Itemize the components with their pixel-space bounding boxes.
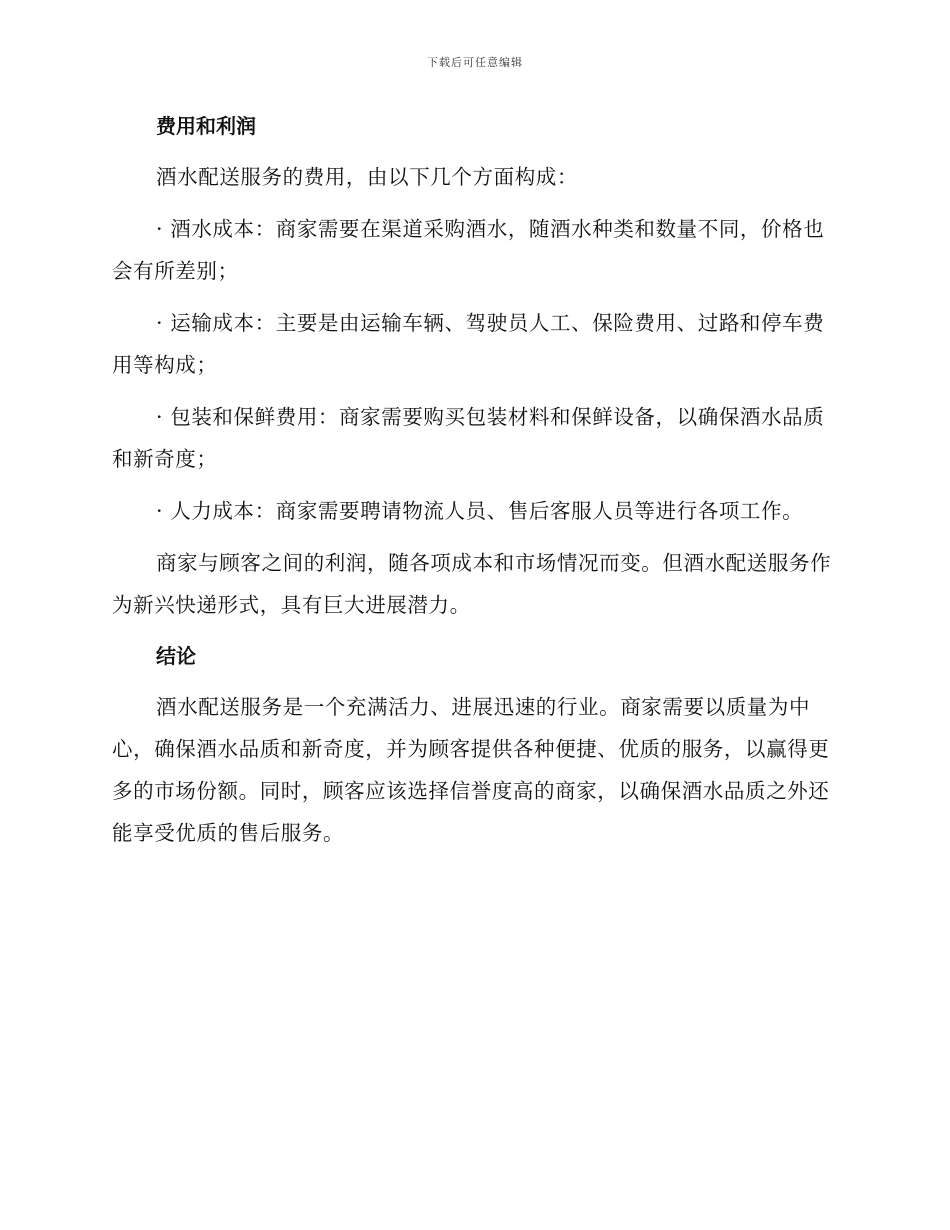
conclusion-body: 酒水配送服务是一个充满活力、进展迅速的行业。商家需要以质量为中心，确保酒水品质和新奇度，并为顾客提供各种便捷、优质的服务，以赢得更多的市场份额。同时，顾客应该选择信誉度高的商家，以确保酒水品质之外还能享受优质的售后服务。 — [112, 695, 830, 845]
document-body — [112, 106, 832, 854]
section-heading-costs: 费用和利润 — [156, 114, 256, 138]
costs-summary: 商家与顾客之间的利润，随各项成本和市场情况而变。但酒水配送服务作为新兴快递形式，具有巨大进展潜力。 — [112, 551, 832, 617]
list-item-labor-cost: · 人力成本：商家需要聘请物流人员、售后客服人员等进行各项工作。 — [156, 499, 804, 523]
section-heading-conclusion: 结论 — [156, 644, 196, 668]
page-header: 下载后可任意编辑 — [427, 56, 523, 69]
list-item-packaging-cost: · 包装和保鲜费用：商家需要购买包装材料和保鲜设备，以确保酒水品质和新奇度； — [112, 405, 825, 471]
costs-intro: 酒水配送服务的费用，由以下几个方面构成： — [156, 165, 578, 189]
list-item-liquor-cost: · 酒水成本：商家需要在渠道采购酒水，随酒水种类和数量不同，价格也会有所差别； — [112, 217, 825, 283]
list-item-transport-cost: · 运输成本：主要是由运输车辆、驾驶员人工、保险费用、过路和停车费用等构成； — [112, 311, 825, 377]
